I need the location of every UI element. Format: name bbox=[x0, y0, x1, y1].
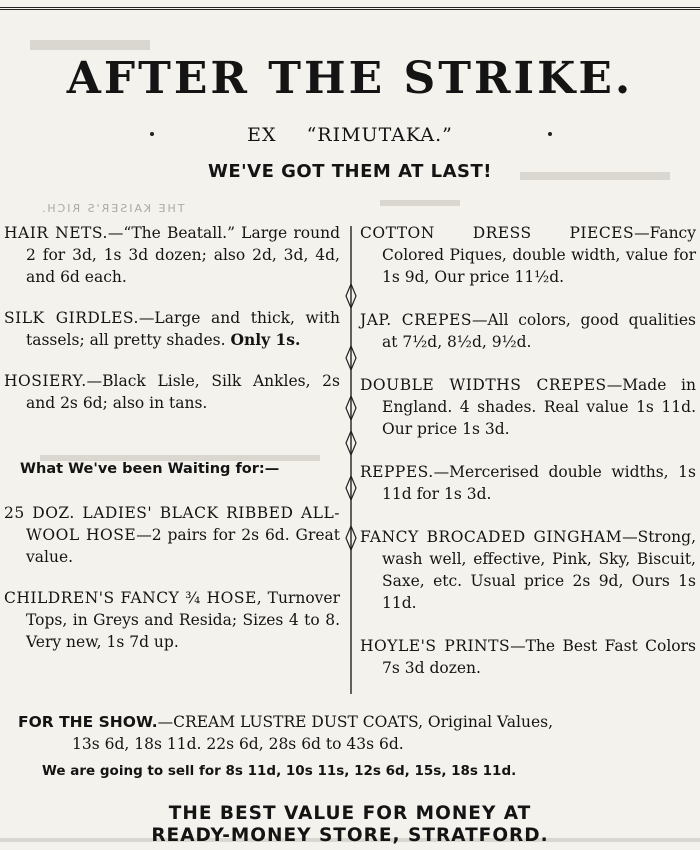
subheadline: WE'VE GOT THEM AT LAST! bbox=[207, 161, 493, 182]
item-heading: HOYLE'S PRINTS bbox=[360, 637, 511, 655]
item-text: —Fancy Colored Piques, double width, value for 1s 9d, Our price 11½d. bbox=[382, 224, 696, 286]
ship-prefix: EX bbox=[247, 124, 277, 146]
ship-name: “RIMUTAKA.” bbox=[306, 124, 453, 146]
item-text: —Large and thick, with tassels; all pretty shades. bbox=[26, 309, 340, 349]
right-column bbox=[360, 222, 696, 679]
item-heading: SILK GIRDLES. bbox=[4, 309, 139, 327]
show-text-1: —CREAM LUSTRE DUST COATS, Original Values, bbox=[157, 713, 553, 731]
item-text: —2 pairs for 2s 6d. Great value. bbox=[26, 526, 340, 566]
item-heading: HOSIERY. bbox=[4, 372, 87, 390]
ad-item-hosiery bbox=[4, 370, 340, 414]
item-heading: HAIR NETS. bbox=[4, 224, 108, 242]
ad-item-jap-crepes bbox=[360, 309, 696, 353]
left-column bbox=[4, 222, 340, 653]
show-label: FOR THE SHOW. bbox=[18, 713, 158, 731]
ad-item-brocaded-gingham bbox=[360, 526, 696, 614]
footer bbox=[0, 803, 700, 847]
footer-line-1: THE BEST VALUE FOR MONEY AT bbox=[168, 803, 532, 824]
ad-item-hoyles-prints bbox=[360, 635, 696, 679]
item-text: —All colors, good qualities at 7½d, 8½d, 9½d. bbox=[382, 311, 696, 351]
ad-item-cotton-dress-pieces bbox=[360, 222, 696, 288]
ad-item-silk-girdles bbox=[4, 307, 340, 351]
top-rule bbox=[0, 7, 700, 10]
item-heading: 25 DOZ. LADIES' BLACK RIBBED ALL-WOOL HOSE bbox=[4, 504, 340, 544]
ad-item-double-widths-crepes bbox=[360, 374, 696, 440]
item-text: —“The Beatall.” Large round 2 for 3d, 1s 3d dozen; also 2d, 3d, 4d, and 6d each. bbox=[26, 224, 341, 286]
show-section bbox=[18, 711, 698, 755]
item-heading: FANCY BROCADED GINGHAM bbox=[360, 528, 623, 546]
show-text-2: 13s 6d, 18s 11d. 22s 6d, 28s 6d to 43s 6d. bbox=[72, 735, 404, 753]
column-divider bbox=[345, 226, 357, 694]
show-line-1 bbox=[18, 711, 698, 733]
item-heading: JAP. CREPES bbox=[360, 311, 472, 329]
headline: AFTER THE STRIKE. bbox=[66, 53, 634, 104]
ad-item-reppes bbox=[360, 461, 696, 505]
item-text: —Mercerised double widths, 1s 11d for 1s 3d. bbox=[382, 463, 696, 503]
ad-item-hair-nets bbox=[4, 222, 340, 288]
bleed-through-text: THE KAISER'S RICH. bbox=[40, 202, 185, 215]
item-heading: COTTON DRESS PIECES bbox=[360, 224, 635, 242]
item-text: —Strong, wash well, effective, Pink, Sky, Biscuit, Saxe, etc. Usual price 2s 9d, Ours 1s 11d. bbox=[382, 528, 696, 612]
item-text: —Black Lisle, Silk Ankles, 2s and 2s 6d; also in tans. bbox=[26, 372, 340, 412]
bleed-smudge bbox=[380, 200, 460, 206]
item-text: Turnover Tops, in Greys and Resida; Sizes 4 to 8. Very new, 1s 7d up. bbox=[26, 589, 341, 651]
ship-line bbox=[0, 123, 700, 147]
footer-line-2: READY-MONEY STORE, STRATFORD. bbox=[151, 825, 549, 846]
waiting-heading: What We've been Waiting for:— bbox=[20, 461, 280, 477]
ad-item-ladies-hose bbox=[4, 502, 340, 568]
item-heading: DOUBLE WIDTHS CREPES bbox=[360, 376, 607, 394]
item-heading: REPPES. bbox=[360, 463, 434, 481]
ad-item-childrens-hose bbox=[4, 587, 340, 653]
item-text: —The Best Fast Colors 7s 3d dozen. bbox=[382, 637, 696, 677]
item-emphasis: Only 1s. bbox=[230, 330, 301, 349]
item-text: —Made in England. 4 shades. Real value 1s 11d. Our price 1s 3d. bbox=[382, 376, 696, 438]
sell-line: We are going to sell for 8s 11d, 10s 11s, 12s 6d, 15s, 18s 11d. bbox=[42, 763, 517, 779]
item-heading: CHILDREN'S FANCY ¾ HOSE, bbox=[4, 589, 263, 607]
bleed-smudge bbox=[30, 40, 150, 50]
